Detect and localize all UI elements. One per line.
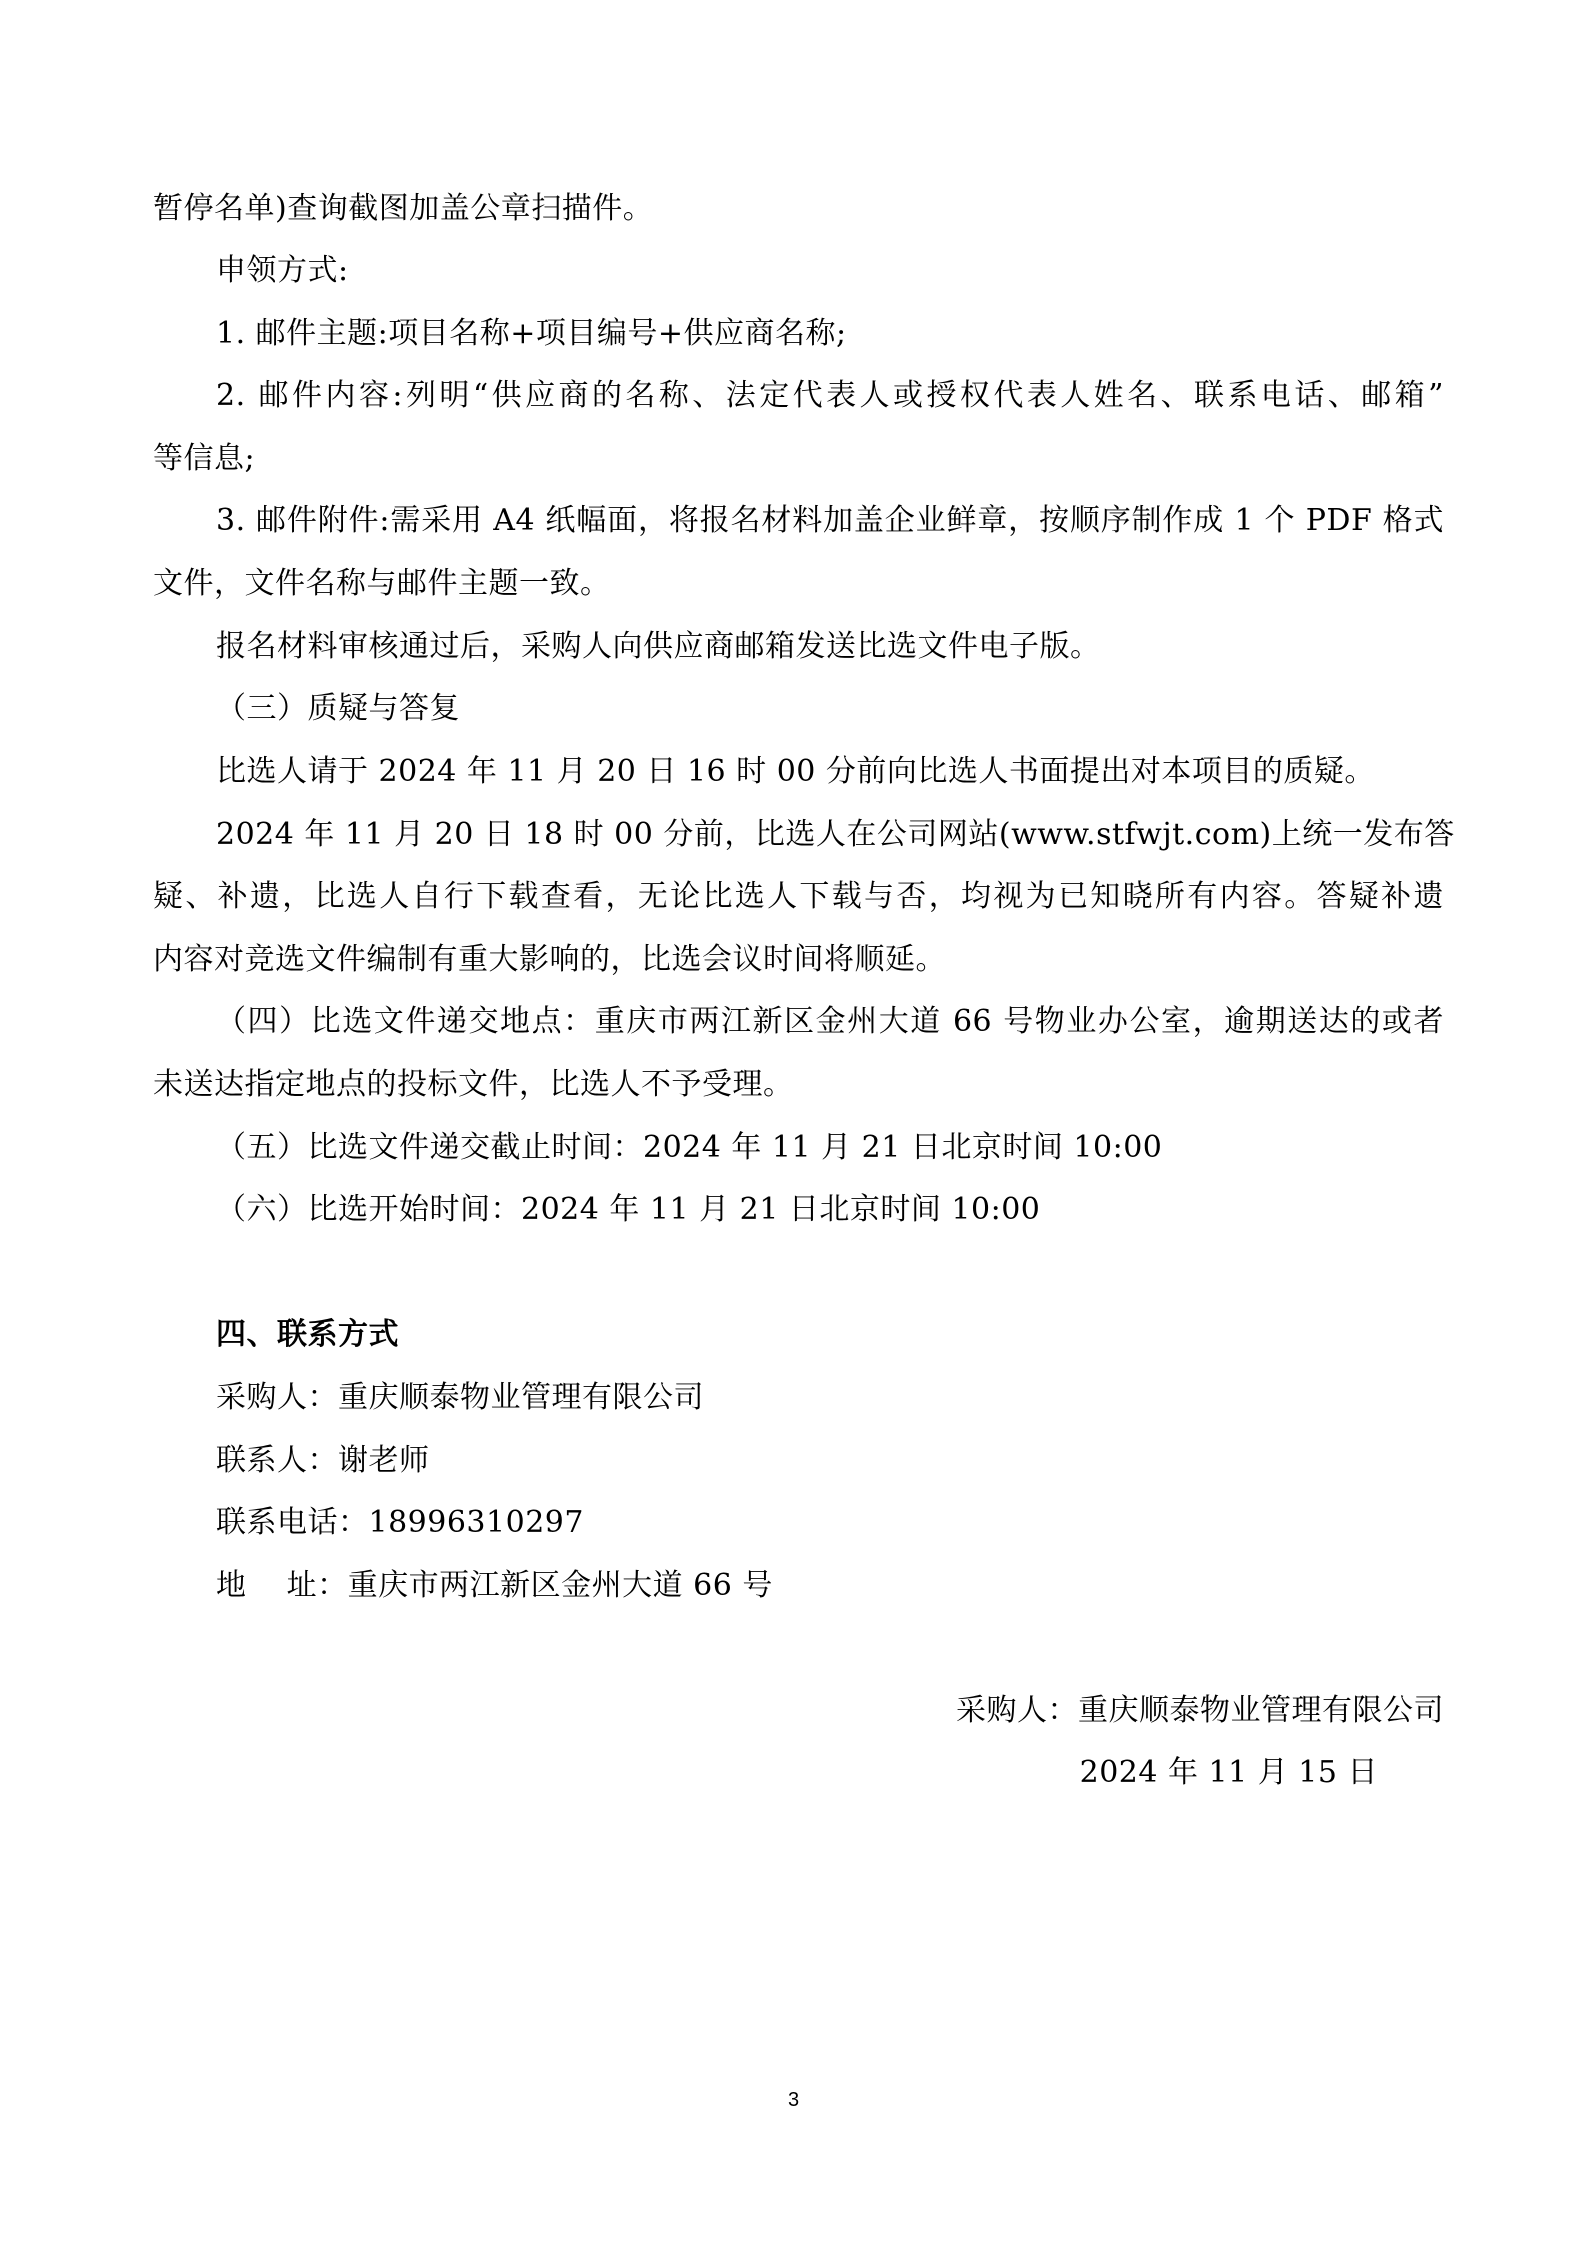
page-number: 3 [787, 2089, 800, 2111]
body-line-14: （四）比选文件递交地点：重庆市两江新区金州大道 66 号物业办公室，逾期送达的或者 [216, 1004, 1444, 1039]
body-line-16: （五）比选文件递交截止时间：2024 年 11 月 21 日北京时间 10:00 [216, 1130, 1163, 1165]
body-line-5: 等信息; [153, 441, 256, 476]
body-line-6: 3. 邮件附件:需采用 A4 纸幅面，将报名材料加盖企业鲜章，按顺序制作成 1 个 PDF 格式 [216, 503, 1445, 538]
body-line-3: 1. 邮件主题:项目名称+项目编号+供应商名称; [216, 316, 847, 351]
body-line-1: 暂停名单)查询截图加盖公章扫描件。 [153, 191, 654, 226]
body-line-7: 文件，文件名称与邮件主题一致。 [153, 566, 611, 601]
contact-phone: 联系电话：18996310297 [216, 1505, 584, 1540]
signature-purchaser: 采购人：重庆顺泰物业管理有限公司 [956, 1693, 1444, 1728]
body-line-4: 2. 邮件内容:列明“供应商的名称、法定代表人或授权代表人姓名、联系电话、邮箱” [216, 378, 1444, 413]
contact-address: 地 址：重庆市两江新区金州大道 66 号 [216, 1568, 773, 1603]
body-line-17: （六）比选开始时间：2024 年 11 月 21 日北京时间 10:00 [216, 1192, 1041, 1227]
body-line-15: 未送达指定地点的投标文件，比选人不予受理。 [153, 1067, 794, 1102]
body-line-13: 内容对竞选文件编制有重大影响的，比选会议时间将顺延。 [153, 942, 946, 977]
body-line-2: 申领方式: [216, 253, 349, 288]
contact-heading: 四、联系方式 [216, 1317, 399, 1352]
signature-date: 2024 年 11 月 15 日 [1079, 1755, 1378, 1790]
contact-person: 联系人：谢老师 [216, 1443, 430, 1478]
body-line-11: 2024 年 11 月 20 日 18 时 00 分前，比选人在公司网站(www.stfwjt.com)上统一发布答 [216, 817, 1455, 852]
body-line-8: 报名材料审核通过后，采购人向供应商邮箱发送比选文件电子版。 [216, 629, 1101, 664]
body-line-10: 比选人请于 2024 年 11 月 20 日 16 时 00 分前向比选人书面提出对本项目的质疑。 [216, 754, 1375, 789]
section-heading-3: （三）质疑与答复 [216, 691, 460, 726]
contact-purchaser: 采购人：重庆顺泰物业管理有限公司 [216, 1380, 704, 1415]
body-line-12: 疑、补遗，比选人自行下载查看，无论比选人下载与否，均视为已知晓所有内容。答疑补遗 [153, 879, 1444, 914]
